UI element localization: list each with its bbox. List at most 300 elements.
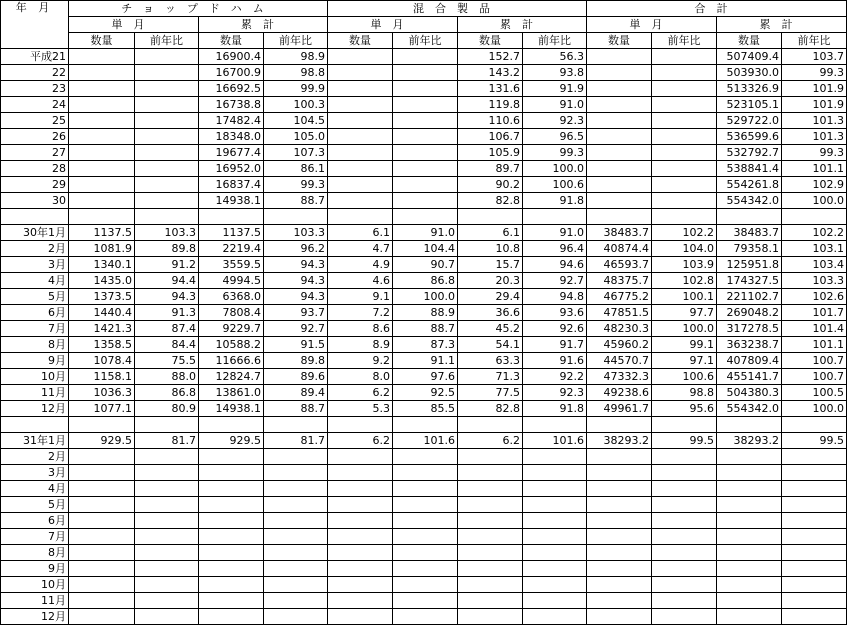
cell-quantity: 554342.0	[717, 193, 782, 209]
cell-yoy-ratio: 80.9	[135, 401, 199, 417]
cell-yoy-ratio: 91.0	[523, 225, 587, 241]
cell-quantity: 6.2	[458, 433, 523, 449]
row-label	[1, 417, 69, 433]
cell-quantity	[328, 193, 393, 209]
table-row	[1, 113, 847, 129]
cell-quantity	[328, 609, 393, 625]
cell-yoy-ratio: 75.5	[135, 353, 199, 369]
cell-yoy-ratio: 107.3	[264, 145, 328, 161]
cell-yoy-ratio	[523, 209, 587, 225]
cell-quantity	[458, 529, 523, 545]
cell-yoy-ratio	[652, 593, 717, 609]
cell-quantity	[69, 609, 135, 625]
table-row	[1, 465, 847, 481]
cell-quantity: 455141.7	[717, 369, 782, 385]
cell-yoy-ratio: 102.2	[652, 225, 717, 241]
column-header-yoy-ratio: 前年比	[264, 33, 328, 49]
cell-quantity: 523105.1	[717, 97, 782, 113]
cell-quantity: 317278.5	[717, 321, 782, 337]
cell-quantity: 16700.9	[199, 65, 264, 81]
cell-quantity: 1078.4	[69, 353, 135, 369]
row-label: 8月	[1, 545, 69, 561]
cell-yoy-ratio: 100.0	[393, 289, 458, 305]
row-label: 22	[1, 65, 69, 81]
cell-quantity: 532792.7	[717, 145, 782, 161]
cell-quantity: 1158.1	[69, 369, 135, 385]
cell-quantity	[69, 497, 135, 513]
row-label: 5月	[1, 497, 69, 513]
cell-yoy-ratio	[135, 177, 199, 193]
column-header-quantity: 数量	[199, 33, 264, 49]
cell-quantity	[587, 593, 652, 609]
cell-quantity	[199, 593, 264, 609]
column-header-quantity: 数量	[69, 33, 135, 49]
cell-yoy-ratio	[652, 417, 717, 433]
cell-quantity	[587, 529, 652, 545]
sub-header-cumulative: 累計	[199, 17, 328, 33]
table-row	[1, 545, 847, 561]
cell-quantity	[199, 577, 264, 593]
row-label: 11月	[1, 385, 69, 401]
cell-yoy-ratio	[782, 513, 847, 529]
cell-quantity: 6.1	[328, 225, 393, 241]
cell-quantity: 8.6	[328, 321, 393, 337]
cell-yoy-ratio: 81.7	[264, 433, 328, 449]
cell-yoy-ratio: 94.3	[264, 273, 328, 289]
cell-quantity	[328, 481, 393, 497]
cell-yoy-ratio: 92.6	[523, 321, 587, 337]
cell-yoy-ratio: 93.7	[264, 305, 328, 321]
cell-quantity	[69, 481, 135, 497]
cell-yoy-ratio: 92.2	[523, 369, 587, 385]
cell-yoy-ratio: 100.0	[782, 193, 847, 209]
cell-yoy-ratio	[652, 465, 717, 481]
cell-yoy-ratio	[652, 209, 717, 225]
cell-yoy-ratio: 92.3	[523, 113, 587, 129]
cell-yoy-ratio	[652, 561, 717, 577]
cell-quantity	[328, 593, 393, 609]
cell-quantity	[458, 513, 523, 529]
cell-quantity: 14938.1	[199, 401, 264, 417]
cell-quantity	[587, 145, 652, 161]
cell-quantity	[199, 529, 264, 545]
cell-yoy-ratio	[135, 577, 199, 593]
table-row	[1, 65, 847, 81]
cell-quantity: 46593.7	[587, 257, 652, 273]
cell-quantity	[587, 465, 652, 481]
row-label: 8月	[1, 337, 69, 353]
table-row	[1, 609, 847, 625]
cell-yoy-ratio	[782, 465, 847, 481]
year-month-header: 年 月	[1, 1, 69, 49]
cell-yoy-ratio	[652, 97, 717, 113]
cell-yoy-ratio: 91.0	[523, 97, 587, 113]
cell-yoy-ratio	[393, 161, 458, 177]
cell-yoy-ratio: 99.3	[782, 65, 847, 81]
row-label: 2月	[1, 241, 69, 257]
cell-quantity: 16837.4	[199, 177, 264, 193]
sub-header-single-month: 単月	[328, 17, 458, 33]
cell-yoy-ratio: 91.7	[523, 337, 587, 353]
cell-yoy-ratio	[393, 513, 458, 529]
sub-header-single-month: 単月	[69, 17, 199, 33]
cell-yoy-ratio	[264, 577, 328, 593]
cell-yoy-ratio	[523, 609, 587, 625]
cell-quantity	[587, 193, 652, 209]
cell-yoy-ratio	[782, 609, 847, 625]
cell-yoy-ratio: 97.7	[652, 305, 717, 321]
cell-quantity	[458, 417, 523, 433]
cell-yoy-ratio	[652, 449, 717, 465]
cell-quantity: 38293.2	[587, 433, 652, 449]
cell-quantity	[69, 513, 135, 529]
cell-yoy-ratio	[393, 113, 458, 129]
cell-quantity	[199, 449, 264, 465]
cell-yoy-ratio	[393, 97, 458, 113]
cell-yoy-ratio	[782, 497, 847, 513]
cell-yoy-ratio: 105.0	[264, 129, 328, 145]
cell-yoy-ratio	[135, 481, 199, 497]
cell-yoy-ratio: 86.1	[264, 161, 328, 177]
cell-quantity	[69, 545, 135, 561]
cell-quantity: 554261.8	[717, 177, 782, 193]
cell-quantity: 19677.4	[199, 145, 264, 161]
cell-quantity: 16900.4	[199, 49, 264, 65]
table-row	[1, 193, 847, 209]
cell-yoy-ratio: 102.2	[782, 225, 847, 241]
cell-yoy-ratio	[782, 593, 847, 609]
cell-yoy-ratio: 96.5	[523, 129, 587, 145]
table-row	[1, 273, 847, 289]
cell-quantity	[587, 577, 652, 593]
cell-yoy-ratio	[264, 593, 328, 609]
cell-yoy-ratio	[652, 609, 717, 625]
cell-quantity	[328, 417, 393, 433]
cell-quantity: 48230.3	[587, 321, 652, 337]
table-row	[1, 321, 847, 337]
cell-yoy-ratio	[393, 449, 458, 465]
cell-quantity: 14938.1	[199, 193, 264, 209]
cell-quantity: 125951.8	[717, 257, 782, 273]
cell-yoy-ratio	[523, 481, 587, 497]
cell-quantity: 9.1	[328, 289, 393, 305]
cell-quantity: 105.9	[458, 145, 523, 161]
column-header-quantity: 数量	[328, 33, 393, 49]
cell-quantity	[587, 81, 652, 97]
cell-yoy-ratio: 101.6	[393, 433, 458, 449]
cell-yoy-ratio: 94.3	[264, 289, 328, 305]
cell-quantity	[69, 593, 135, 609]
cell-quantity	[328, 145, 393, 161]
cell-quantity: 54.1	[458, 337, 523, 353]
table-row	[1, 257, 847, 273]
table-row	[1, 529, 847, 545]
cell-quantity: 6.1	[458, 225, 523, 241]
cell-yoy-ratio	[782, 545, 847, 561]
cell-yoy-ratio	[782, 417, 847, 433]
cell-yoy-ratio: 91.0	[393, 225, 458, 241]
group-header-mixed-products: 混合製品	[328, 1, 587, 17]
table-row	[1, 449, 847, 465]
cell-yoy-ratio: 94.8	[523, 289, 587, 305]
table-row	[1, 145, 847, 161]
table-row	[1, 209, 847, 225]
row-label: 3月	[1, 465, 69, 481]
cell-quantity: 1137.5	[199, 225, 264, 241]
cell-yoy-ratio	[523, 545, 587, 561]
cell-quantity	[587, 177, 652, 193]
cell-yoy-ratio: 95.6	[652, 401, 717, 417]
cell-yoy-ratio	[652, 65, 717, 81]
cell-quantity: 110.6	[458, 113, 523, 129]
cell-yoy-ratio	[393, 129, 458, 145]
cell-quantity	[69, 49, 135, 65]
cell-yoy-ratio: 91.8	[523, 193, 587, 209]
cell-quantity: 82.8	[458, 193, 523, 209]
cell-yoy-ratio	[523, 417, 587, 433]
cell-yoy-ratio	[782, 209, 847, 225]
cell-yoy-ratio: 89.8	[264, 353, 328, 369]
cell-yoy-ratio: 88.7	[393, 321, 458, 337]
cell-yoy-ratio: 91.2	[135, 257, 199, 273]
table-row	[1, 225, 847, 241]
group-header-total: 合計	[587, 1, 847, 17]
cell-quantity: 89.7	[458, 161, 523, 177]
cell-yoy-ratio	[264, 513, 328, 529]
row-label: 5月	[1, 289, 69, 305]
cell-yoy-ratio	[393, 177, 458, 193]
cell-quantity	[717, 561, 782, 577]
cell-quantity	[587, 209, 652, 225]
cell-quantity	[717, 593, 782, 609]
cell-yoy-ratio: 92.7	[523, 273, 587, 289]
table-row	[1, 81, 847, 97]
cell-yoy-ratio: 91.9	[523, 81, 587, 97]
cell-yoy-ratio	[393, 417, 458, 433]
column-header-quantity: 数量	[458, 33, 523, 49]
cell-yoy-ratio: 88.7	[264, 401, 328, 417]
cell-quantity	[199, 545, 264, 561]
cell-quantity	[328, 449, 393, 465]
cell-yoy-ratio: 100.6	[652, 369, 717, 385]
cell-quantity: 106.7	[458, 129, 523, 145]
cell-quantity	[458, 481, 523, 497]
column-header-yoy-ratio: 前年比	[135, 33, 199, 49]
cell-quantity	[69, 417, 135, 433]
cell-yoy-ratio: 94.6	[523, 257, 587, 273]
cell-quantity: 9.2	[328, 353, 393, 369]
cell-yoy-ratio	[393, 209, 458, 225]
cell-quantity	[199, 481, 264, 497]
table-row	[1, 401, 847, 417]
column-header-quantity: 数量	[587, 33, 652, 49]
cell-quantity	[587, 65, 652, 81]
row-label: 平成21	[1, 49, 69, 65]
cell-yoy-ratio	[393, 481, 458, 497]
cell-quantity: 4.9	[328, 257, 393, 273]
column-header-yoy-ratio: 前年比	[393, 33, 458, 49]
cell-yoy-ratio: 88.0	[135, 369, 199, 385]
cell-yoy-ratio	[135, 193, 199, 209]
cell-yoy-ratio: 103.1	[782, 241, 847, 257]
cell-quantity	[458, 545, 523, 561]
cell-yoy-ratio	[135, 561, 199, 577]
table-row	[1, 305, 847, 321]
cell-yoy-ratio	[135, 497, 199, 513]
cell-quantity: 5.3	[328, 401, 393, 417]
cell-yoy-ratio	[523, 465, 587, 481]
cell-yoy-ratio	[652, 129, 717, 145]
cell-quantity	[587, 161, 652, 177]
cell-quantity: 49961.7	[587, 401, 652, 417]
cell-yoy-ratio	[135, 161, 199, 177]
cell-yoy-ratio	[393, 81, 458, 97]
cell-yoy-ratio: 103.7	[782, 49, 847, 65]
cell-quantity: 8.9	[328, 337, 393, 353]
cell-quantity	[328, 177, 393, 193]
cell-quantity	[69, 561, 135, 577]
cell-quantity: 45960.2	[587, 337, 652, 353]
cell-quantity	[717, 449, 782, 465]
cell-yoy-ratio	[135, 465, 199, 481]
cell-quantity	[69, 177, 135, 193]
column-header-row	[1, 33, 847, 49]
cell-yoy-ratio	[652, 481, 717, 497]
cell-yoy-ratio: 101.4	[782, 321, 847, 337]
cell-yoy-ratio	[393, 65, 458, 81]
cell-yoy-ratio: 103.9	[652, 257, 717, 273]
cell-quantity	[328, 529, 393, 545]
cell-quantity: 16952.0	[199, 161, 264, 177]
row-label: 12月	[1, 401, 69, 417]
cell-quantity	[717, 481, 782, 497]
cell-yoy-ratio	[135, 97, 199, 113]
cell-yoy-ratio	[393, 145, 458, 161]
cell-quantity	[717, 465, 782, 481]
cell-quantity: 1137.5	[69, 225, 135, 241]
table-row	[1, 161, 847, 177]
table-row	[1, 497, 847, 513]
cell-quantity	[199, 609, 264, 625]
cell-quantity: 929.5	[199, 433, 264, 449]
cell-yoy-ratio	[393, 561, 458, 577]
cell-quantity: 46775.2	[587, 289, 652, 305]
cell-yoy-ratio	[135, 49, 199, 65]
cell-quantity	[458, 465, 523, 481]
cell-yoy-ratio	[135, 513, 199, 529]
cell-quantity: 47332.3	[587, 369, 652, 385]
cell-yoy-ratio	[652, 529, 717, 545]
row-label: 4月	[1, 273, 69, 289]
cell-yoy-ratio: 103.3	[264, 225, 328, 241]
cell-quantity: 63.3	[458, 353, 523, 369]
sub-header-row	[1, 17, 847, 33]
cell-yoy-ratio: 100.5	[782, 385, 847, 401]
cell-quantity: 90.2	[458, 177, 523, 193]
cell-yoy-ratio	[264, 465, 328, 481]
cell-yoy-ratio	[135, 593, 199, 609]
cell-quantity	[69, 97, 135, 113]
cell-yoy-ratio: 100.7	[782, 353, 847, 369]
cell-yoy-ratio: 87.4	[135, 321, 199, 337]
row-label	[1, 209, 69, 225]
cell-quantity	[587, 417, 652, 433]
cell-quantity	[587, 497, 652, 513]
cell-yoy-ratio: 89.6	[264, 369, 328, 385]
cell-quantity: 16738.8	[199, 97, 264, 113]
cell-yoy-ratio: 94.4	[135, 273, 199, 289]
cell-quantity	[587, 449, 652, 465]
table-body	[1, 49, 847, 625]
cell-yoy-ratio: 84.4	[135, 337, 199, 353]
cell-yoy-ratio	[135, 129, 199, 145]
cell-yoy-ratio: 93.8	[523, 65, 587, 81]
cell-quantity: 7808.4	[199, 305, 264, 321]
cell-quantity: 363238.7	[717, 337, 782, 353]
cell-quantity: 9229.7	[199, 321, 264, 337]
column-header-yoy-ratio: 前年比	[523, 33, 587, 49]
cell-quantity: 504380.3	[717, 385, 782, 401]
cell-quantity: 1036.3	[69, 385, 135, 401]
cell-quantity	[717, 417, 782, 433]
row-label: 9月	[1, 561, 69, 577]
cell-quantity	[717, 513, 782, 529]
cell-quantity: 29.4	[458, 289, 523, 305]
cell-quantity	[69, 449, 135, 465]
cell-yoy-ratio: 104.4	[393, 241, 458, 257]
cell-yoy-ratio: 91.8	[523, 401, 587, 417]
cell-yoy-ratio	[135, 65, 199, 81]
column-header-yoy-ratio: 前年比	[652, 33, 717, 49]
cell-yoy-ratio	[264, 529, 328, 545]
cell-quantity	[587, 97, 652, 113]
column-header-yoy-ratio: 前年比	[782, 33, 847, 49]
cell-yoy-ratio	[523, 561, 587, 577]
cell-quantity	[69, 209, 135, 225]
group-header-chopped-ham: チョップドハム	[69, 1, 328, 17]
table-row	[1, 481, 847, 497]
cell-quantity	[69, 113, 135, 129]
cell-yoy-ratio: 99.9	[264, 81, 328, 97]
cell-yoy-ratio	[523, 577, 587, 593]
cell-yoy-ratio	[652, 545, 717, 561]
table-row	[1, 385, 847, 401]
cell-quantity	[199, 497, 264, 513]
row-label: 29	[1, 177, 69, 193]
cell-quantity	[717, 209, 782, 225]
cell-quantity: 1358.5	[69, 337, 135, 353]
row-label: 9月	[1, 353, 69, 369]
cell-yoy-ratio	[652, 145, 717, 161]
cell-yoy-ratio: 96.4	[523, 241, 587, 257]
cell-yoy-ratio	[135, 529, 199, 545]
cell-yoy-ratio: 91.5	[264, 337, 328, 353]
cell-quantity: 10.8	[458, 241, 523, 257]
cell-quantity: 119.8	[458, 97, 523, 113]
cell-quantity: 507409.4	[717, 49, 782, 65]
table-row	[1, 289, 847, 305]
cell-yoy-ratio	[523, 529, 587, 545]
table-row	[1, 177, 847, 193]
cell-quantity	[199, 209, 264, 225]
cell-yoy-ratio	[652, 113, 717, 129]
cell-quantity: 131.6	[458, 81, 523, 97]
cell-quantity	[199, 465, 264, 481]
cell-yoy-ratio: 85.5	[393, 401, 458, 417]
cell-yoy-ratio: 102.6	[782, 289, 847, 305]
cell-yoy-ratio	[264, 209, 328, 225]
cell-quantity	[69, 81, 135, 97]
